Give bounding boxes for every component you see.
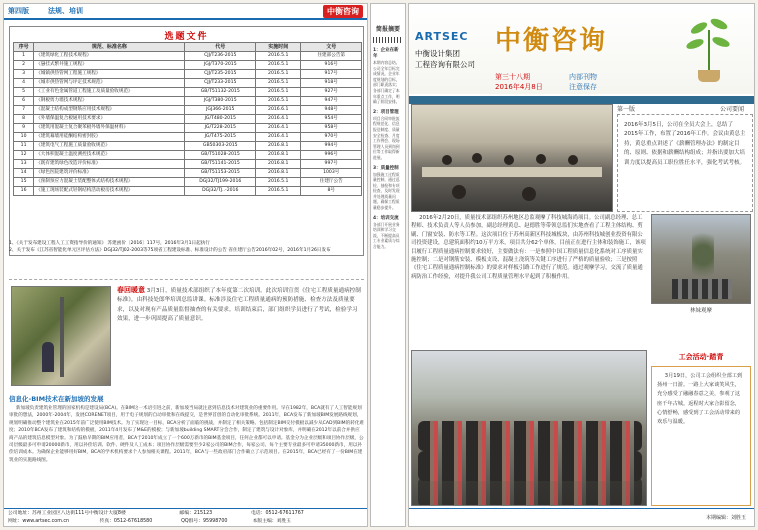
table-row — [14, 106, 362, 115]
table-cell: 《绿色医院建筑评价标准》 — [34, 169, 185, 178]
table-cell: 《既有建筑绿色改造评价标准》 — [34, 160, 185, 169]
keep-label: 注意保存 — [569, 83, 597, 91]
table-row — [14, 61, 362, 70]
internal-label: 内部刊物 — [569, 73, 597, 81]
table-cell: 970号 — [301, 133, 362, 142]
table-cell: JG/T480-2015 — [185, 115, 256, 124]
table-cell: 15 — [14, 178, 34, 187]
table-row — [14, 178, 362, 187]
section-page-label: 第一版 — [617, 106, 636, 113]
right-page — [408, 3, 755, 527]
table-cell: 916号 — [301, 61, 362, 70]
summary-column — [370, 3, 406, 527]
summary-item — [371, 215, 405, 250]
table-cell: 11 — [14, 142, 34, 151]
table-cell: GB/T51141-2015 — [185, 160, 256, 169]
table-cell: DGJ32/TJ..-2016 — [185, 187, 256, 196]
table-cell: 《大体积混凝土温度测控技术规范》 — [34, 151, 185, 160]
table-cell: 2016.8.1 — [256, 169, 301, 178]
table-cell: 2016.5.1 — [256, 79, 301, 88]
company-logo: ARTSEC — [415, 30, 469, 43]
group-photo — [411, 350, 647, 506]
table-cell: GB/T51132-2015 — [185, 88, 256, 97]
table-cell: 《建筑绿化工程技术规程》 — [34, 52, 185, 61]
table-cell: 13 — [14, 160, 34, 169]
table-cell: 2016.5.1 — [256, 61, 301, 70]
table-cell: 16 — [14, 187, 34, 196]
table-cell: 《建筑幕墙用硅酮结构密封胶》 — [34, 133, 185, 142]
table-row — [14, 88, 362, 97]
table-cell: GB/T51153-2015 — [185, 169, 256, 178]
table-cell: 958号 — [301, 124, 362, 133]
table-cell: 2016.5.1 — [256, 187, 301, 196]
company-name-line2: 工程咨询有限公司 — [415, 60, 475, 69]
table-cell: 6 — [14, 97, 34, 106]
table-cell: 《混凝土结构成型钢筋应用技术规程》 — [34, 106, 185, 115]
summary-item-text: 项目合同审批流程规范化、信息报送制度、质量安全检查、月度工作例会、现场管理人员到岗到位等工作取得新进展。 — [373, 115, 400, 160]
newsletter-title: 中衡咨询 — [495, 26, 608, 56]
table-cell: 948号 — [301, 106, 362, 115]
left-page-header — [4, 4, 367, 20]
table-header-row — [14, 43, 362, 52]
table-row — [14, 97, 362, 106]
table-row — [14, 169, 362, 178]
table-cell: CJJ/T236-2015 — [185, 52, 256, 61]
table-cell: 2016.4.1 — [256, 124, 301, 133]
meeting-photo — [411, 104, 613, 212]
table-cell: 《建筑电气工程施工质量验收规范》 — [34, 142, 185, 151]
summary-item-title: 1：企业在新年 — [373, 48, 399, 59]
table-cell: 1003号 — [301, 169, 362, 178]
training-body: 3月3日，质量技术部组织了本年度第二次培训。此次培训宣贯《住宅工程质量通病控制标准》，由科技处郎华培训总监讲课。标准涉及住宅工程质量通病的预防措施、检查方法及质量要求，以及对现有产品质量监督抽查的有关要求。培训结束后，部门组织学员进行了考试，检验学习效果，进一步巩固提高了质量意识。 — [117, 288, 361, 323]
summary-item — [371, 109, 405, 161]
table-cell: 2016.4.1 — [256, 133, 301, 142]
table-cell: 2016.8.1 — [256, 142, 301, 151]
masthead — [409, 4, 754, 94]
company-name-line1: 中衡设计集团 — [415, 49, 460, 58]
col-header: 代号 — [185, 43, 256, 52]
table-row — [14, 79, 362, 88]
section-news-label: 公司要闻 — [719, 106, 744, 113]
table-cell: 927号 — [301, 88, 362, 97]
table-cell: 《城镇供热管网工程施工规程》 — [34, 70, 185, 79]
summary-item — [371, 47, 405, 105]
site-visit-caption: 林妹观摩 — [689, 308, 712, 314]
footer-website[interactable]: 网址：www.artsec.com.cn — [8, 519, 70, 524]
table-cell: 7 — [14, 106, 34, 115]
bim-article-text: 新加坡负责建筑业管理的国家机构是建设局(BCA)。在BIM这一术语引进之前，新加坡当局就注意到信息技术对建筑业的重要作用。早在1982年，BCA就有了人工智能规划审批的想法，2000年-2004年，发展CORENET项目，用于电子规划的自动审批和在线提交，是世界首创的自动化审批系统。2011年，BCA发布了新加坡BIM发展路线规划，规划明确推动整个建筑业在2015年前广泛使用BIM技术。为了实现这一目标，BCA分析了面临的挑战，并制定了相关策略。包括制定BIM交付模板以减少从CAD到BIM的转化难度；2010年BCA发布了建筑和结构的模板，2011年4月发布了M&E的模板；与新加坡building SMART分会合作，制定了建筑与设计对象库，并明确在2012年以前合并供应商产品的建筑信息模型对象。为了鼓励早期的BIM应用者，BCA于2010年成立了一个600万新币的BIM基金项目，任何企业都可以申请。基金分为企业层级和项目协作层级，公司层级最多可申请20000新币，用以补偿培训、软件、硬件及人工成本；项目协作层级需要至少2家公司的BIM合作，每家公司、每个主要专业最多可申请35000新币，用以补偿培训成本。为确保企业能够用好BIM，BCA的学术机构要求个人参加相关课程。2011年，BCA与一些政府部门合作确立了示范项目。在2015年，BCA已经有了一份BIM在建筑业的实施路线图。 — [9, 406, 365, 463]
left-footer — [4, 508, 367, 526]
table-cell: 2016.4.1 — [256, 115, 301, 124]
table-cell: 2016.5.1 — [256, 70, 301, 79]
table-cell: 《钢板剪力墙技术规程》 — [34, 97, 185, 106]
company-news-box: 2016年3月5日，公司在全员大会上，总结了2015年工作，布置了2016年工作。会议由黄总主持，黄总重点讲述了《薪酬管理办法》的制定目的、原则、依据和薪酬结构组成；并指出要加大培训力度以提高员工职位胜任水平，强化考试考核。 — [617, 114, 753, 212]
table-cell: 《悬挂式繁井施工规程》 — [34, 61, 185, 70]
training-text — [117, 286, 362, 325]
bim-article — [9, 394, 364, 512]
table-cell: 947号 — [301, 97, 362, 106]
table-row — [14, 142, 362, 151]
table-cell: 2016.8.1 — [256, 160, 301, 169]
table-cell: 2016.5.1 — [256, 178, 301, 187]
issue-date: 2016年4月8日 — [495, 83, 543, 91]
table-cell: 917号 — [301, 70, 362, 79]
table-cell: 住建部公告第 — [301, 52, 362, 61]
table-cell: 2016.6.1 — [256, 106, 301, 115]
table-row — [14, 124, 362, 133]
table-cell: 2016.5.1 — [256, 52, 301, 61]
table-cell: 10 — [14, 133, 34, 142]
training-photo — [11, 286, 111, 386]
bim-article-title: 信息化-BIM技术在新加坡的发展 — [9, 395, 104, 403]
notes-block — [9, 240, 364, 254]
table-cell: 954号 — [301, 115, 362, 124]
summary-item-title: 2：项目管理 — [373, 109, 399, 115]
table-cell: DGJ32/TJ199-2016 — [185, 178, 256, 187]
table-cell: 《建筑用混凝土复合聚苯板外墙外保温材料》 — [34, 124, 185, 133]
table-cell: GB/T51028-2015 — [185, 151, 256, 160]
summary-item-text: 各部门开展业务培训和学习交流，不断提高员工专业素质与综合能力。 — [373, 221, 400, 250]
table-cell: 2016.5.1 — [256, 88, 301, 97]
training-lead: 春回暖意 — [117, 286, 145, 294]
footer-editor: 本版主编：刘胜玉 — [252, 519, 291, 524]
note-line: 1、《关于发布建设工程人工工资指导价的通知》 苏建函价〔2016〕117号，2016年3月1日起执行 — [9, 241, 210, 246]
footer-phone: 电话：0512-67611767 — [251, 511, 304, 516]
union-activity-heading: 工会活动·踏青 — [678, 353, 724, 361]
page-issue-label: 第四版 — [8, 7, 29, 15]
table-cell: 12 — [14, 151, 34, 160]
site-visit-photo — [651, 214, 751, 304]
plant-icon — [674, 10, 744, 84]
note-line: 2、关于发布《江苏省智能化单元区评估方法》DGJ32/TJ02-2003等75项省工程建设标准、标准设计的公告 省住建厅公告2016年02号，2016年1月26日发布 — [9, 248, 331, 253]
table-cell: 4 — [14, 79, 34, 88]
table-cell: 《施工现场装配式轻钢结构活动板房技术规程》 — [34, 187, 185, 196]
section-bar — [409, 96, 754, 104]
site-visit-text: 2016年2月20日，质量技术部组织苏州地区总监观摩了科技城海尚项目。公司副总经理、总工程师、技术负责人等人员参加，副总经理黄总、赵德胜等带领总监们实地查看了工程主体结构、剪刷、门窗安装、防水等工程。这次项目位于苏州高新区科技城板块，由苏州科技城创业投资有限公司投资建设，总建筑面积约10万平方米，项目共分62个单体，目前正在进行主体和装饰施工，该项目履行工程质量通病控制要求较好，主要做法有：一是参照中国工程质量信息化系统对工序质量实施控制；二是对钢筋安装、模板支设、混凝土浇筑等关键工序进行了严格的质量验收；三是按照《住宅工程质量通病控制标准》的要求对样板引路工作进行了规范。通过观摩学习，交流了质量通病防治工作经验，对提升我公司工程质量管理水平起到了积极作用。 — [411, 215, 646, 280]
table-cell: 2016.5.1 — [256, 97, 301, 106]
summary-item-title: 3：质量控制 — [373, 165, 399, 171]
table-cell: 2016.8.1 — [256, 151, 301, 160]
table-cell: 996号 — [301, 151, 362, 160]
standards-table — [13, 42, 362, 196]
summary-heading: 简报摘要 — [375, 26, 400, 33]
col-header: 文号 — [301, 43, 362, 52]
brand-badge: 中衡咨询 — [323, 5, 363, 18]
table-cell: 《外墙保温复合板通用技术要求》 — [34, 115, 185, 124]
summary-item-text: 本期内容总结。公司全年目标完成情况，企业年度规划的目标，部门职责落实；各部门确定了本年重点工作，明确了阶段安排。 — [373, 60, 400, 105]
table-cell: JG/T475-2015 — [185, 133, 256, 142]
table-cell: 3 — [14, 70, 34, 79]
col-header: 规范、标准名称 — [34, 43, 185, 52]
footer-fax: 传真：0512-67618580 — [99, 519, 153, 524]
table-cell: JG/T228-2015 — [185, 124, 256, 133]
table-cell: CJJ/T233-2015 — [185, 79, 256, 88]
table-title: 选题文件 — [164, 32, 209, 42]
table-row — [14, 160, 362, 169]
summary-item-title: 4：培训交流 — [373, 215, 399, 221]
standards-table-box — [9, 26, 364, 256]
table-cell: GB50303-2015 — [185, 142, 256, 151]
table-cell: 8号 — [301, 187, 362, 196]
table-row — [14, 70, 362, 79]
table-cell: 住建厅公告 — [301, 178, 362, 187]
footer-address: 公司地址：苏州工业园区八达街111号中衡设计大厦8楼 — [8, 511, 126, 516]
table-row — [14, 151, 362, 160]
col-header: 序号 — [14, 43, 34, 52]
table-row — [14, 187, 362, 196]
table-row — [14, 52, 362, 61]
issue-number: 第三十八期 — [495, 73, 530, 81]
table-cell: 9 — [14, 124, 34, 133]
table-row — [14, 115, 362, 124]
right-footer — [409, 508, 754, 526]
col-header: 实施时间 — [256, 43, 301, 52]
table-cell: 《城市供热管网与评定技术规范》 — [34, 79, 185, 88]
issue-editor: 本期编辑：刘胜玉 — [705, 515, 746, 521]
footer-postcode: 邮编：215123 — [179, 511, 213, 516]
table-cell: 5 — [14, 88, 34, 97]
table-row — [14, 133, 362, 142]
table-cell: CJJ/T235-2015 — [185, 70, 256, 79]
summary-item — [371, 165, 405, 211]
table-cell: JGJ/T370-2015 — [185, 61, 256, 70]
table-cell: 1 — [14, 52, 34, 61]
divider — [373, 37, 403, 43]
table-cell: 2 — [14, 61, 34, 70]
table-cell: 14 — [14, 169, 34, 178]
table-cell: 8 — [14, 115, 34, 124]
page-section-label: 法规、培训 — [48, 7, 83, 15]
table-cell: 918号 — [301, 79, 362, 88]
left-page — [3, 3, 368, 527]
summary-item-text: 加强施工过程质量控制，通过巡检、抽检和专项检查，及时发现并处理质量问题，确保工程质量稳步提升。 — [373, 171, 400, 211]
table-cell: JGJ/T380-2015 — [185, 97, 256, 106]
training-block — [9, 279, 364, 391]
table-cell: 994号 — [301, 142, 362, 151]
table-cell: 《工业有色金属管道工程施工及质量验收规范》 — [34, 88, 185, 97]
union-activity-text: 3月19日，公司工会组织全部工到扬州一日游。一路上大家谈笑风生，充分感受了融融春意之美，参观了这座千年古城。返程时大家合影留念，心情舒畅，感受到了工会活动带来的欢乐与温暖。 — [651, 366, 751, 506]
footer-qq: QQ群号：95998700 — [181, 519, 228, 524]
table-cell: 997号 — [301, 160, 362, 169]
table-cell: JGJ366-2015 — [185, 106, 256, 115]
table-cell: 《预制预应力混凝土装配整体式结构技术规程》 — [34, 178, 185, 187]
